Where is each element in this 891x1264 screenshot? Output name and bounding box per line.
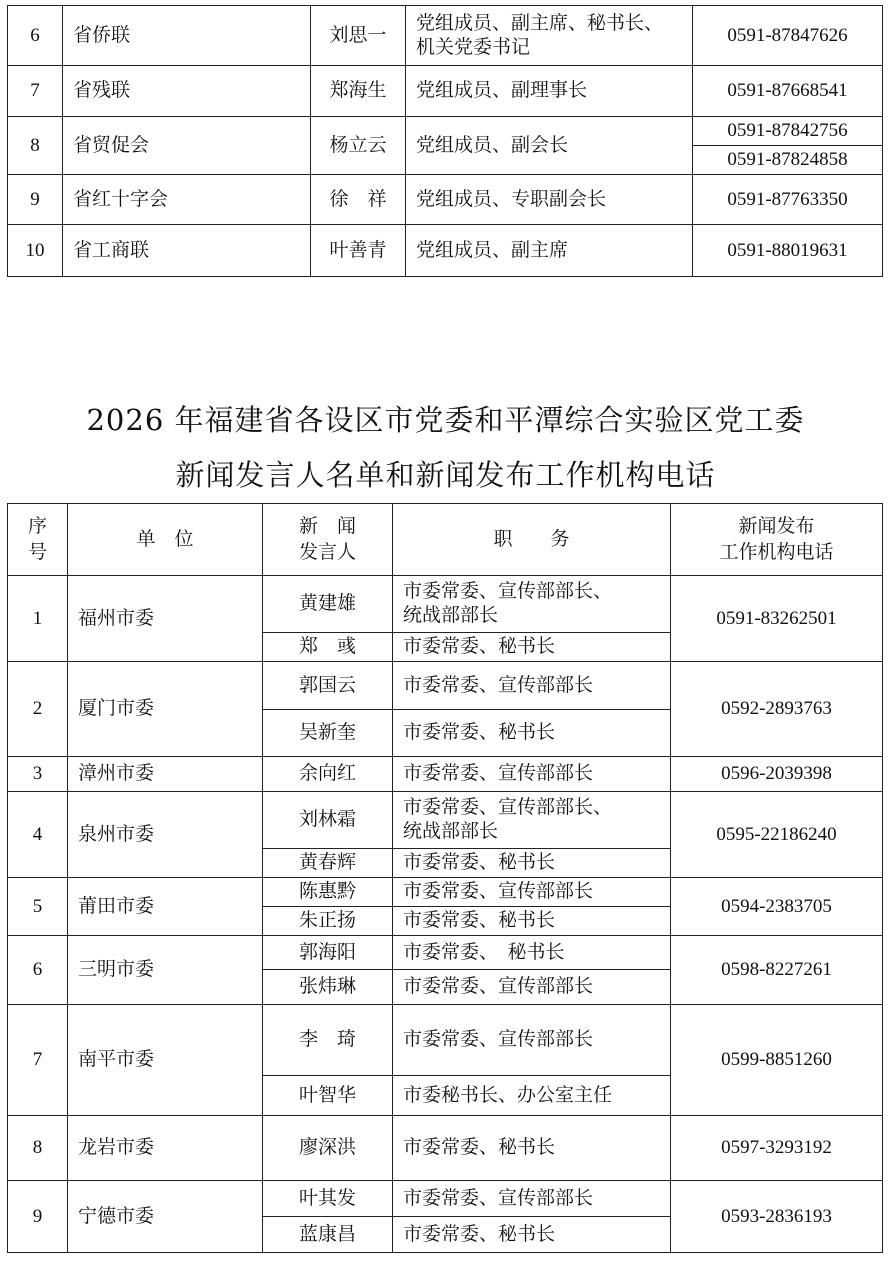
row-number: 2 bbox=[8, 662, 68, 757]
duty-title: 党组成员、专职副会长 bbox=[406, 175, 693, 225]
duty-title: 市委常委、宣传部部长 bbox=[393, 970, 671, 1005]
phone-number: 0591-88019631 bbox=[693, 225, 883, 277]
table-row bbox=[8, 117, 883, 146]
spokesperson-name: 郑 彧 bbox=[263, 633, 393, 662]
duty-title: 市委常委、宣传部部长 bbox=[393, 757, 671, 792]
unit-name: 龙岩市委 bbox=[68, 1116, 263, 1181]
phone-number: 0595-22186240 bbox=[671, 792, 883, 878]
header-unit: 单 位 bbox=[68, 504, 263, 576]
row-number: 7 bbox=[8, 66, 63, 117]
table-row bbox=[8, 792, 883, 849]
phone-number: 0593-2836193 bbox=[671, 1181, 883, 1253]
member-contact-table-continued bbox=[7, 5, 883, 277]
spokesperson-name: 廖深洪 bbox=[263, 1116, 393, 1181]
phone-number: 0594-2383705 bbox=[671, 878, 883, 936]
spokesperson-name: 杨立云 bbox=[311, 117, 406, 175]
spokesperson-name: 刘思一 bbox=[311, 6, 406, 66]
duty-title: 市委常委、宣传部部长、 统战部部长 bbox=[393, 576, 671, 633]
table-row bbox=[8, 1116, 883, 1181]
table-row bbox=[8, 576, 883, 633]
unit-name: 省残联 bbox=[63, 66, 311, 117]
row-number: 8 bbox=[8, 117, 63, 175]
document-title-line-2: 新闻发言人名单和新闻发布工作机构电话 bbox=[175, 458, 716, 492]
row-number: 6 bbox=[8, 6, 63, 66]
table-row bbox=[8, 757, 883, 792]
spokesperson-name: 张炜琳 bbox=[263, 970, 393, 1005]
duty-title: 党组成员、副会长 bbox=[406, 117, 693, 175]
duty-title: 市委秘书长、办公室主任 bbox=[393, 1076, 671, 1116]
spokesperson-name: 黄建雄 bbox=[263, 576, 393, 633]
unit-name: 三明市委 bbox=[68, 936, 263, 1005]
duty-title: 市委常委、宣传部部长、 统战部部长 bbox=[393, 792, 671, 849]
phone-number: 0592-2893763 bbox=[671, 662, 883, 757]
row-number: 5 bbox=[8, 878, 68, 936]
phone-number: 0591-87824858 bbox=[693, 146, 883, 175]
duty-title: 市委常委、宣传部部长 bbox=[393, 1181, 671, 1217]
spokesperson-name: 叶智华 bbox=[263, 1076, 393, 1116]
unit-name: 宁德市委 bbox=[68, 1181, 263, 1253]
unit-name: 南平市委 bbox=[68, 1005, 263, 1116]
unit-name: 厦门市委 bbox=[68, 662, 263, 757]
phone-number: 0599-8851260 bbox=[671, 1005, 883, 1116]
row-number: 6 bbox=[8, 936, 68, 1005]
duty-title: 市委常委、秘书长 bbox=[393, 1217, 671, 1253]
unit-name: 泉州市委 bbox=[68, 792, 263, 878]
spokesperson-name: 黄春辉 bbox=[263, 849, 393, 878]
table-row bbox=[8, 1005, 883, 1076]
spokesperson-name: 郭海阳 bbox=[263, 936, 393, 970]
duty-title: 市委常委、秘书长 bbox=[393, 1116, 671, 1181]
spokesperson-table bbox=[7, 503, 883, 1253]
spokesperson-name: 徐 祥 bbox=[311, 175, 406, 225]
duty-title: 市委常委、秘书长 bbox=[393, 849, 671, 878]
table-row bbox=[8, 175, 883, 225]
table-row bbox=[8, 225, 883, 277]
spokesperson-name: 朱正扬 bbox=[263, 907, 393, 936]
duty-title: 市委常委、 秘书长 bbox=[393, 936, 671, 970]
phone-number: 0591-87842756 bbox=[693, 117, 883, 146]
spokesperson-name: 吴新奎 bbox=[263, 710, 393, 757]
spokesperson-name: 余向红 bbox=[263, 757, 393, 792]
duty-title: 党组成员、副主席 bbox=[406, 225, 693, 277]
row-number: 3 bbox=[8, 757, 68, 792]
header-duty: 职 务 bbox=[393, 504, 671, 576]
table-row bbox=[8, 6, 883, 66]
table-row bbox=[8, 878, 883, 907]
phone-number: 0591-87763350 bbox=[693, 175, 883, 225]
phone-number: 0591-87847626 bbox=[693, 6, 883, 66]
unit-name: 省工商联 bbox=[63, 225, 311, 277]
unit-name: 省贸促会 bbox=[63, 117, 311, 175]
duty-title: 市委常委、宣传部部长 bbox=[393, 878, 671, 907]
phone-number: 0591-83262501 bbox=[671, 576, 883, 662]
unit-name: 省侨联 bbox=[63, 6, 311, 66]
duty-title: 党组成员、副主席、秘书长、 机关党委书记 bbox=[406, 6, 693, 66]
spokesperson-name: 李 琦 bbox=[263, 1005, 393, 1076]
row-number: 1 bbox=[8, 576, 68, 662]
duty-title: 党组成员、副理事长 bbox=[406, 66, 693, 117]
row-number: 8 bbox=[8, 1116, 68, 1181]
spokesperson-name: 郭国云 bbox=[263, 662, 393, 710]
spokesperson-name: 刘林霜 bbox=[263, 792, 393, 849]
spokesperson-name: 郑海生 bbox=[311, 66, 406, 117]
table-header-row bbox=[8, 504, 883, 576]
header-serial-number: 序 号 bbox=[8, 504, 68, 576]
row-number: 7 bbox=[8, 1005, 68, 1116]
phone-number: 0591-87668541 bbox=[693, 66, 883, 117]
spokesperson-name: 叶其发 bbox=[263, 1181, 393, 1217]
table-row bbox=[8, 1181, 883, 1217]
row-number: 10 bbox=[8, 225, 63, 277]
unit-name: 福州市委 bbox=[68, 576, 263, 662]
duty-title: 市委常委、秘书长 bbox=[393, 710, 671, 757]
document-title-line-1: 2026 年福建省各设区市党委和平潭综合实验区党工委 bbox=[86, 403, 805, 437]
spokesperson-name: 陈惠黔 bbox=[263, 878, 393, 907]
spokesperson-name: 蓝康昌 bbox=[263, 1217, 393, 1253]
row-number: 4 bbox=[8, 792, 68, 878]
unit-name: 省红十字会 bbox=[63, 175, 311, 225]
unit-name: 漳州市委 bbox=[68, 757, 263, 792]
table-row bbox=[8, 662, 883, 710]
header-spokesperson: 新 闻 发言人 bbox=[263, 504, 393, 576]
header-phone: 新闻发布 工作机构电话 bbox=[671, 504, 883, 576]
duty-title: 市委常委、宣传部部长 bbox=[393, 1005, 671, 1076]
table-row bbox=[8, 936, 883, 970]
phone-number: 0598-8227261 bbox=[671, 936, 883, 1005]
phone-number: 0596-2039398 bbox=[671, 757, 883, 792]
row-number: 9 bbox=[8, 1181, 68, 1253]
row-number: 9 bbox=[8, 175, 63, 225]
phone-number: 0597-3293192 bbox=[671, 1116, 883, 1181]
duty-title: 市委常委、秘书长 bbox=[393, 907, 671, 936]
duty-title: 市委常委、秘书长 bbox=[393, 633, 671, 662]
spokesperson-name: 叶善青 bbox=[311, 225, 406, 277]
unit-name: 莆田市委 bbox=[68, 878, 263, 936]
table-row bbox=[8, 66, 883, 117]
duty-title: 市委常委、宣传部部长 bbox=[393, 662, 671, 710]
